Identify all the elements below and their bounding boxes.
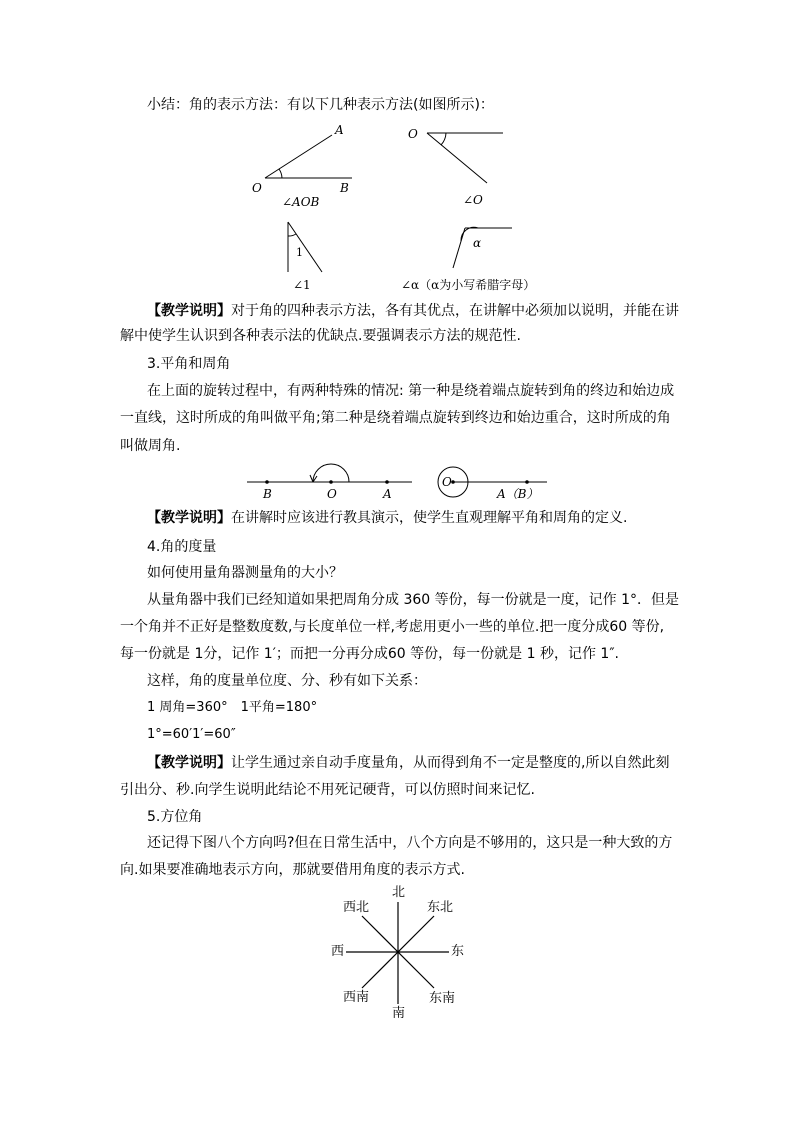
compass-northwest: 西北 (343, 900, 370, 915)
note1-tag: 【教学说明】 (147, 303, 231, 319)
fig4-mark: α (473, 236, 482, 250)
note1-line2: 解中使学生认识到各种表示法的优缺点.要强调表示方法的规范性. (120, 328, 521, 344)
section4-heading: 4.角的度量 (147, 539, 217, 555)
compass-west: 西 (331, 944, 345, 959)
compass-north: 北 (392, 885, 406, 900)
fig1-label-b: B (340, 181, 349, 195)
fig2-caption: ∠O (463, 193, 483, 207)
fig1-caption: ∠AOB (282, 195, 320, 209)
compass-northeast: 东北 (427, 900, 454, 915)
round-label-ab: A（B） (497, 487, 539, 501)
section4-para1-line1: 从量角器中我们已经知道如果把周角分成 360 等份，每一份就是一度，记作 1°．但是 (147, 592, 679, 608)
section4-question: 如何使用量角器测量角的大小？ (147, 565, 343, 581)
fig2-label-o: O (408, 127, 418, 141)
note3-line2: 引出分、秒.向学生说明此结论不用死记硬背，可以仿照时间来记忆. (120, 782, 535, 798)
note3-tag: 【教学说明】 (147, 755, 231, 771)
note1-line1: 【教学说明】对于角的四种表示方法，各有其优点，在讲解中必须加以说明，并能在讲 (147, 303, 679, 319)
section3-line3: 叫做周角. (120, 438, 181, 454)
section3-line1: 在上面的旋转过程中，有两种特殊的情况: 第一种是绕着端点旋转到角的终边和始边成 (147, 383, 675, 399)
round-label-o: O (442, 475, 452, 489)
summary-intro: 小结：角的表示方法：有以下几种表示方法(如图所示)： (147, 97, 494, 113)
section3-line2: 一直线，这时所成的角叫做平角;第二种是绕着端点旋转到终边和始边重合，这时所成的角 (120, 410, 671, 426)
note2-tag: 【教学说明】 (147, 510, 231, 526)
straight-label-a: A (383, 487, 392, 501)
section4-rel1: 1 周角=360° 1平角=180° (147, 700, 318, 715)
note2-line: 【教学说明】在讲解时应该进行教具演示，使学生直观理解平角和周角的定义. (147, 510, 628, 526)
section5-line1: 还记得下图八个方向吗?但在日常生活中，八个方向是不够用的，这只是一种大致的方 (147, 835, 673, 851)
fig1-label-o: O (252, 181, 262, 195)
compass-east: 东 (451, 944, 465, 959)
straight-label-b: B (263, 487, 272, 501)
fig4-caption: ∠α（α为小写希腊字母） (401, 278, 536, 292)
fig1-label-a: A (335, 123, 344, 137)
compass-south: 南 (392, 1006, 406, 1021)
section4-para2: 这样，角的度量单位度、分、秒有如下关系： (147, 673, 427, 689)
section5-line2: 向.如果要准确地表示方向，那就要借用角度的表示方式. (120, 862, 465, 878)
note3-line1: 【教学说明】让学生通过亲自动手度量角，从而得到角不一定是整度的,所以自然此刻 (147, 755, 670, 771)
straight-label-o: O (327, 487, 337, 501)
section4-para1-line3: 每一份就是 1分，记作 1′；而把一分再分成60 等份，每一份就是 1 秒，记作 1″. (120, 646, 620, 662)
section5-heading: 5.方位角 (147, 809, 203, 825)
compass-southeast: 东南 (429, 991, 456, 1006)
fig3-mark: 1 (296, 246, 303, 259)
section4-para1-line2: 一个角并不正好是整数度数,与长度单位一样,考虑用更小一些的单位.把一度分成60 等份, (120, 619, 665, 635)
fig3-caption: ∠1 (293, 278, 311, 292)
section4-rel2: 1°=60′1′=60″ (147, 727, 236, 742)
compass-southwest: 西南 (343, 990, 370, 1005)
section3-heading: 3.平角和周角 (147, 356, 231, 372)
